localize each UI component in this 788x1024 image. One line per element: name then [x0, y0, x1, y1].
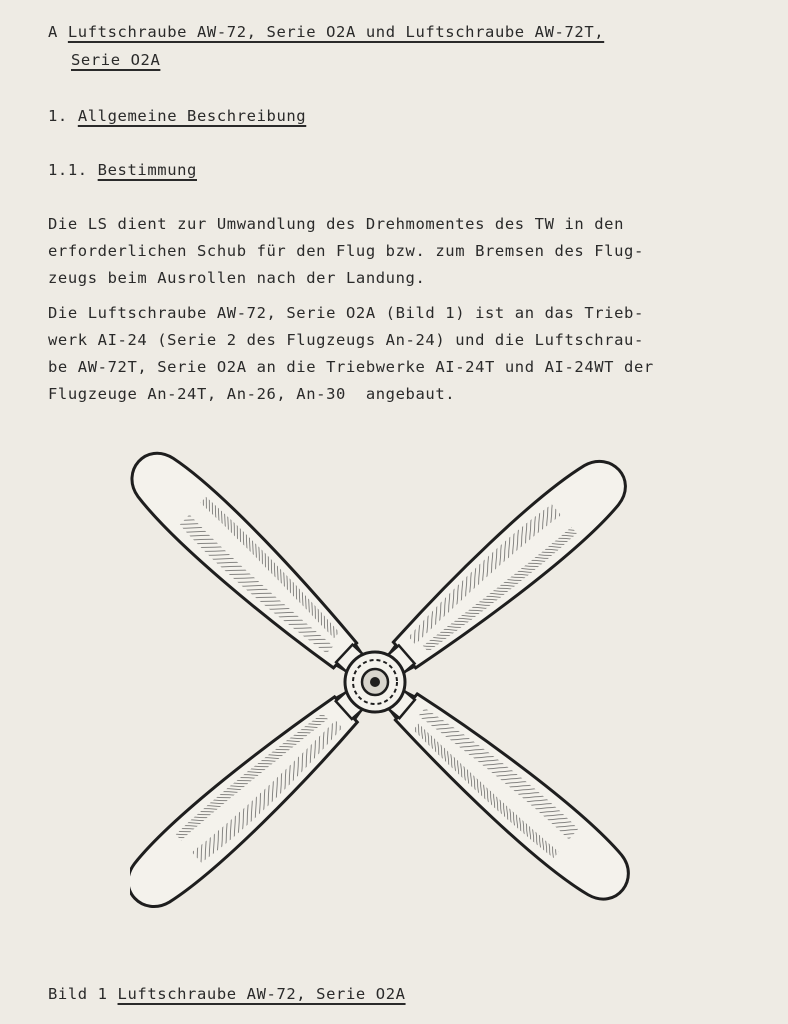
heading-letter: A — [48, 23, 58, 41]
paragraph-2-line-3: be AW-72T, Serie O2A an die Triebwerke AI-24T und AI-24WT der — [48, 358, 654, 376]
paragraph-2-line-2: werk AI-24 (Serie 2 des Flugzeugs An-24) und die Luftschrau- — [48, 331, 644, 349]
heading-line-1 — [48, 22, 604, 42]
propeller-hub — [345, 652, 405, 712]
blade-lower-left — [130, 673, 381, 921]
blade-upper-right — [370, 447, 630, 692]
paragraph-1-line-2: erforderlichen Schub für den Flug bzw. zum Bremsen des Flug- — [48, 242, 644, 260]
blade-lower-right — [371, 671, 630, 912]
propeller-illustration — [130, 440, 630, 930]
figure-label: Bild 1 — [48, 985, 108, 1003]
figure-caption — [48, 984, 406, 1004]
section-1-title: Allgemeine Beschreibung — [77, 107, 307, 125]
figure-caption-text: Luftschraube AW-72, Serie O2A — [117, 985, 406, 1003]
section-1-heading — [48, 106, 306, 126]
blade-upper-left — [130, 440, 381, 691]
section-1-1-title: Bestimmung — [97, 161, 197, 179]
section-1-1-number: 1.1. — [48, 161, 88, 179]
paragraph-1-line-1: Die LS dient zur Umwandlung des Drehmomentes des TW in den — [48, 215, 625, 233]
heading-line-2 — [71, 50, 160, 70]
section-1-1-heading — [48, 160, 197, 180]
paragraph-2-line-4: Flugzeuge An-24T, An-26, An-30 angebaut. — [48, 385, 456, 403]
paragraph-2-line-1: Die Luftschraube AW-72, Serie O2A (Bild 1) ist an das Trieb- — [48, 304, 644, 322]
section-1-number: 1. — [48, 107, 68, 125]
heading-title-2: Serie O2A — [71, 51, 161, 69]
heading-title-1: Luftschraube AW-72, Serie O2A und Luftschraube AW-72T, — [67, 23, 605, 41]
paragraph-1-line-3: zeugs beim Ausrollen nach der Landung. — [48, 269, 426, 287]
